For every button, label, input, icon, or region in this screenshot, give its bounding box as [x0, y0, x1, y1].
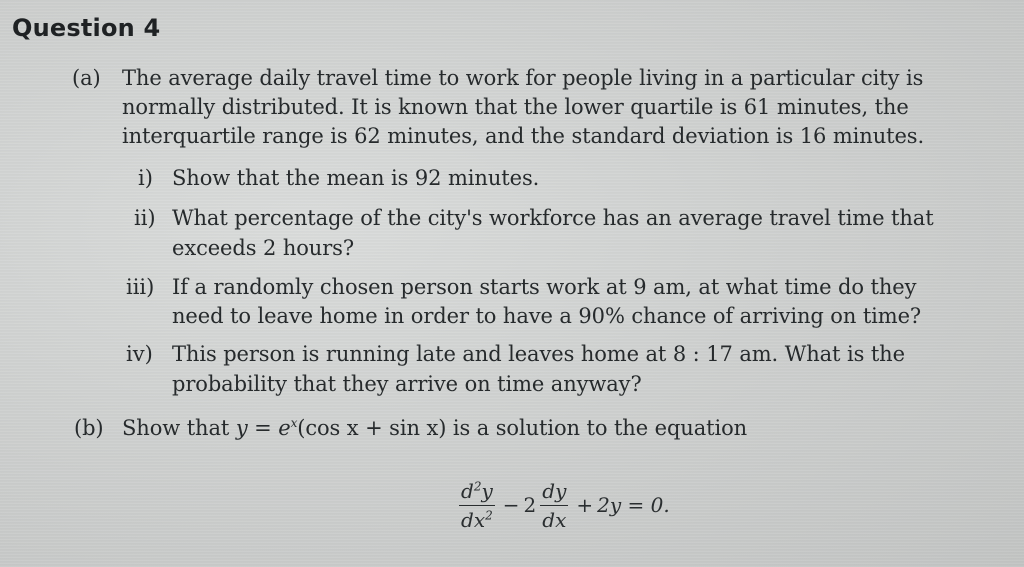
item-iv-line-2: probability that they arrive on time anyway? — [172, 372, 642, 396]
part-b-function: y = e — [235, 416, 291, 440]
part-a-label: (a) — [72, 66, 101, 90]
part-b-function-rest: (cos x + sin x) — [297, 416, 447, 440]
item-iii-numeral: iii) — [126, 275, 155, 299]
second-derivative-denominator: $dx^2$ — [461, 507, 493, 532]
minus-operator: − — [502, 493, 520, 517]
equation-tail: 2y = 0. — [597, 493, 670, 517]
part-b-statement — [122, 416, 747, 440]
part-b-exponent: x — [290, 416, 298, 430]
item-i-numeral: i) — [138, 166, 153, 190]
item-ii-numeral: ii) — [134, 206, 156, 230]
differential-equation — [455, 470, 670, 540]
first-derivative-fraction — [540, 479, 568, 532]
part-a-intro-line-1: The average daily travel time to work for people living in a particular city is — [122, 66, 924, 90]
item-ii-line-1: What percentage of the city's workforce has an average travel time that — [172, 206, 934, 230]
part-b-label: (b) — [74, 416, 104, 440]
item-i-line-1: Show that the mean is 92 minutes. — [172, 166, 540, 190]
coefficient-two: 2 — [523, 493, 537, 517]
part-a-intro-line-3: interquartile range is 62 minutes, and the standard deviation is 16 minutes. — [122, 124, 925, 148]
part-b-text-after: is a solution to the equation — [446, 416, 748, 440]
second-derivative-fraction — [459, 479, 495, 532]
item-ii-line-2: exceeds 2 hours? — [172, 236, 354, 260]
second-derivative-numerator: $d^2y$ — [459, 479, 495, 506]
item-iv-numeral: iv) — [126, 342, 153, 366]
question-heading: Question 4 — [12, 14, 161, 42]
item-iii-line-2: need to leave home in order to have a 90% chance of arriving on time? — [172, 304, 922, 328]
item-iv-line-1: This person is running late and leaves home at 8 : 17 am. What is the — [172, 342, 905, 366]
part-b-text-before: Show that — [122, 416, 236, 440]
first-derivative-numerator: dy — [540, 479, 568, 506]
first-derivative-denominator: dx — [542, 507, 567, 532]
part-a-intro-line-2: normally distributed. It is known that the lower quartile is 61 minutes, the — [122, 95, 909, 119]
plus-operator: + — [576, 493, 594, 517]
item-iii-line-1: If a randomly chosen person starts work at 9 am, at what time do they — [172, 275, 917, 299]
